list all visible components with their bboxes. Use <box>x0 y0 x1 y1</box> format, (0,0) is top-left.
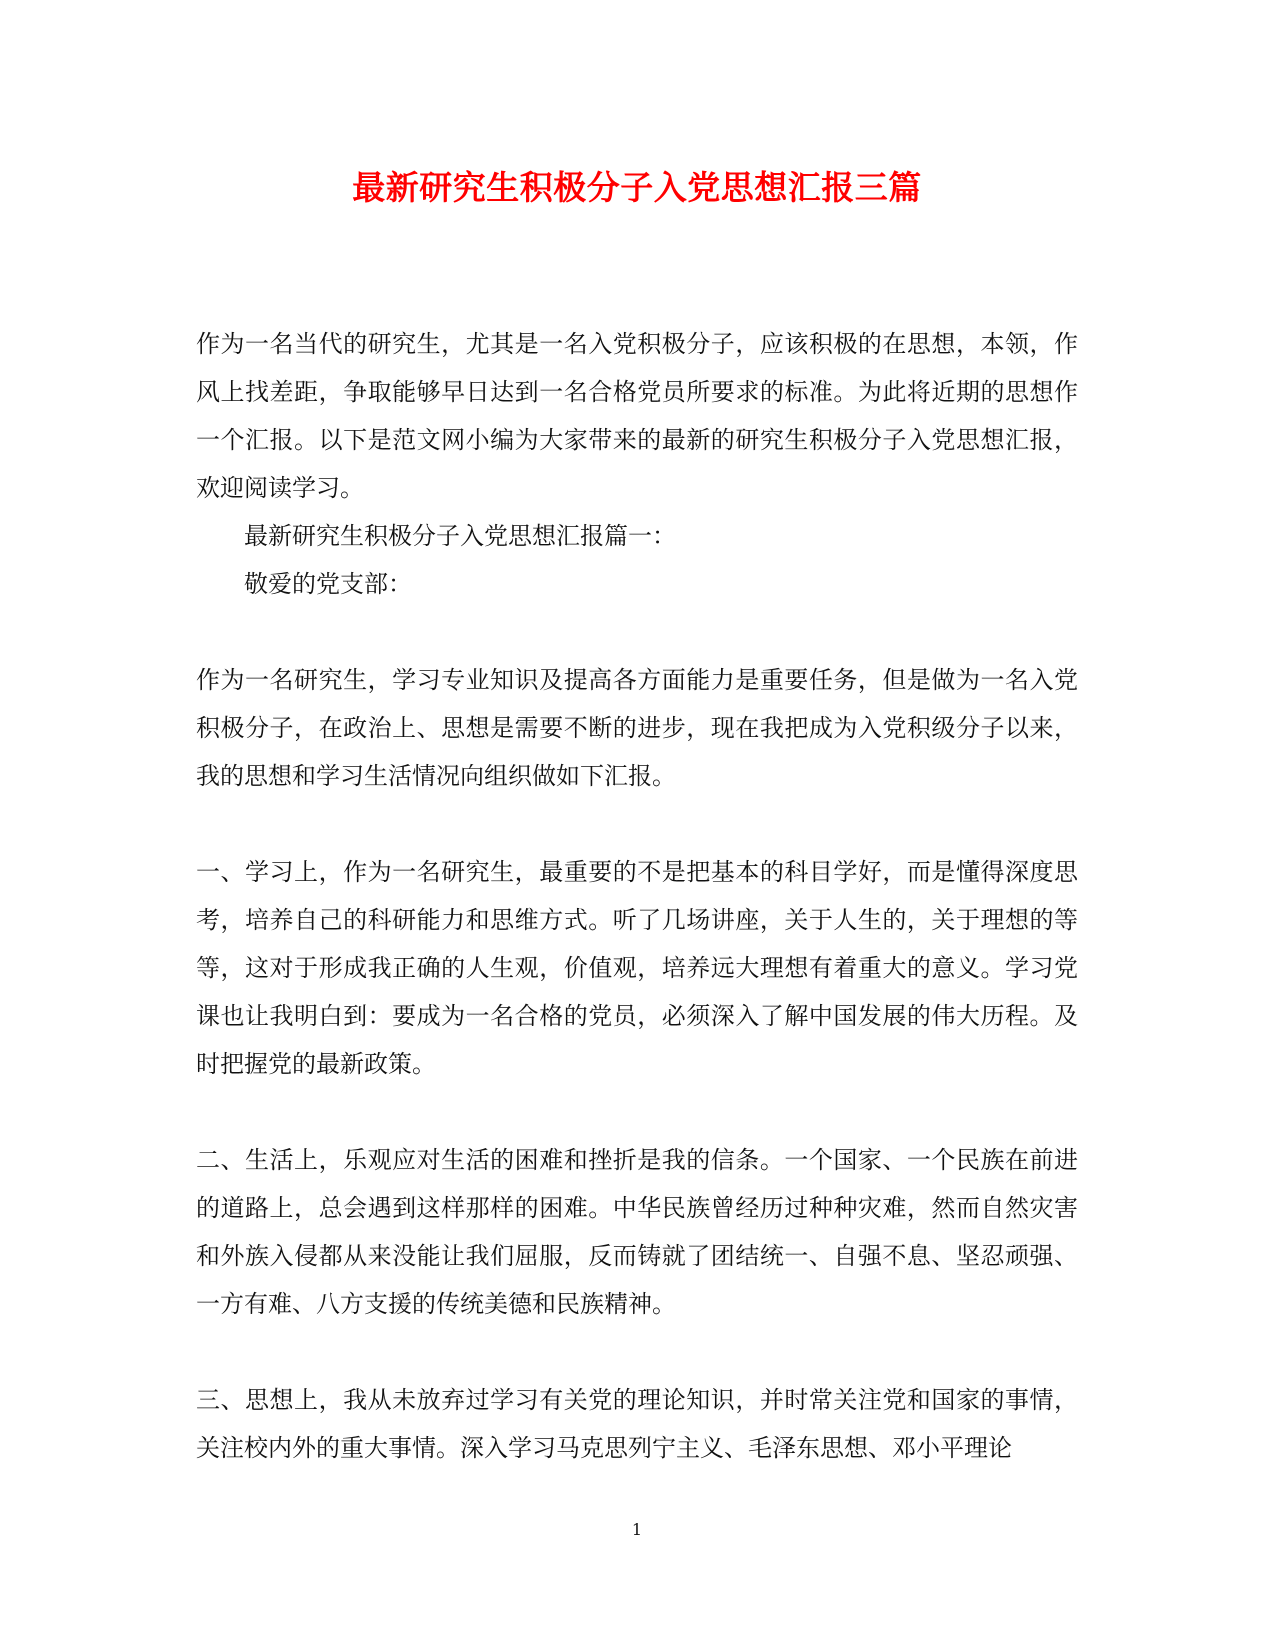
document-title: 最新研究生积极分子入党思想汇报三篇 <box>352 168 922 207</box>
salutation: 敬爱的党支部： <box>244 570 412 598</box>
body-paragraph: 二、生活上，乐观应对生活的困难和挫折是我的信条。一个国家、一个民族在前进的道路上，总会遇到这样那样的困难。中华民族曾经历过种种灾难，然而自然灾害和外族入侵都从来没能让我们屈服，反而铸就了团结统一、自强不息、坚忍顽强、一方有难、八方支援的传统美德和民族精神。 <box>196 1146 1078 1318</box>
paragraph-spacer <box>196 608 1078 656</box>
paragraph-spacer <box>196 1088 1078 1136</box>
page-number: 1 <box>631 1520 643 1539</box>
document-body <box>196 320 1078 1472</box>
body-paragraph: 三、思想上，我从未放弃过学习有关党的理论知识，并时常关注党和国家的事情，关注校内外的重大事情。深入学习马克思列宁主义、毛泽东思想、邓小平理论 <box>196 1386 1078 1462</box>
intro-paragraph: 作为一名当代的研究生，尤其是一名入党积极分子，应该积极的在思想，本领，作风上找差距，争取能够早日达到一名合格党员所要求的标准。为此将近期的思想作一个汇报。以下是范文网小编为大家带来的最新的研究生积极分子入党思想汇报，欢迎阅读学习。 <box>196 330 1078 502</box>
paragraph-spacer <box>196 800 1078 848</box>
paragraph-spacer <box>196 1328 1078 1376</box>
body-paragraph: 一、学习上，作为一名研究生，最重要的不是把基本的科目学好，而是懂得深度思考，培养自己的科研能力和思维方式。听了几场讲座，关于人生的，关于理想的等等，这对于形成我正确的人生观，价值观，培养远大理想有着重大的意义。学习党课也让我明白到：要成为一名合格的党员，必须深入了解中国发展的伟大历程。及时把握党的最新政策。 <box>196 858 1078 1078</box>
body-paragraph: 作为一名研究生，学习专业知识及提高各方面能力是重要任务，但是做为一名入党积极分子，在政治上、思想是需要不断的进步，现在我把成为入党积级分子以来，我的思想和学习生活情况向组织做如下汇报。 <box>196 666 1078 790</box>
section-heading: 最新研究生积极分子入党思想汇报篇一： <box>244 522 676 550</box>
